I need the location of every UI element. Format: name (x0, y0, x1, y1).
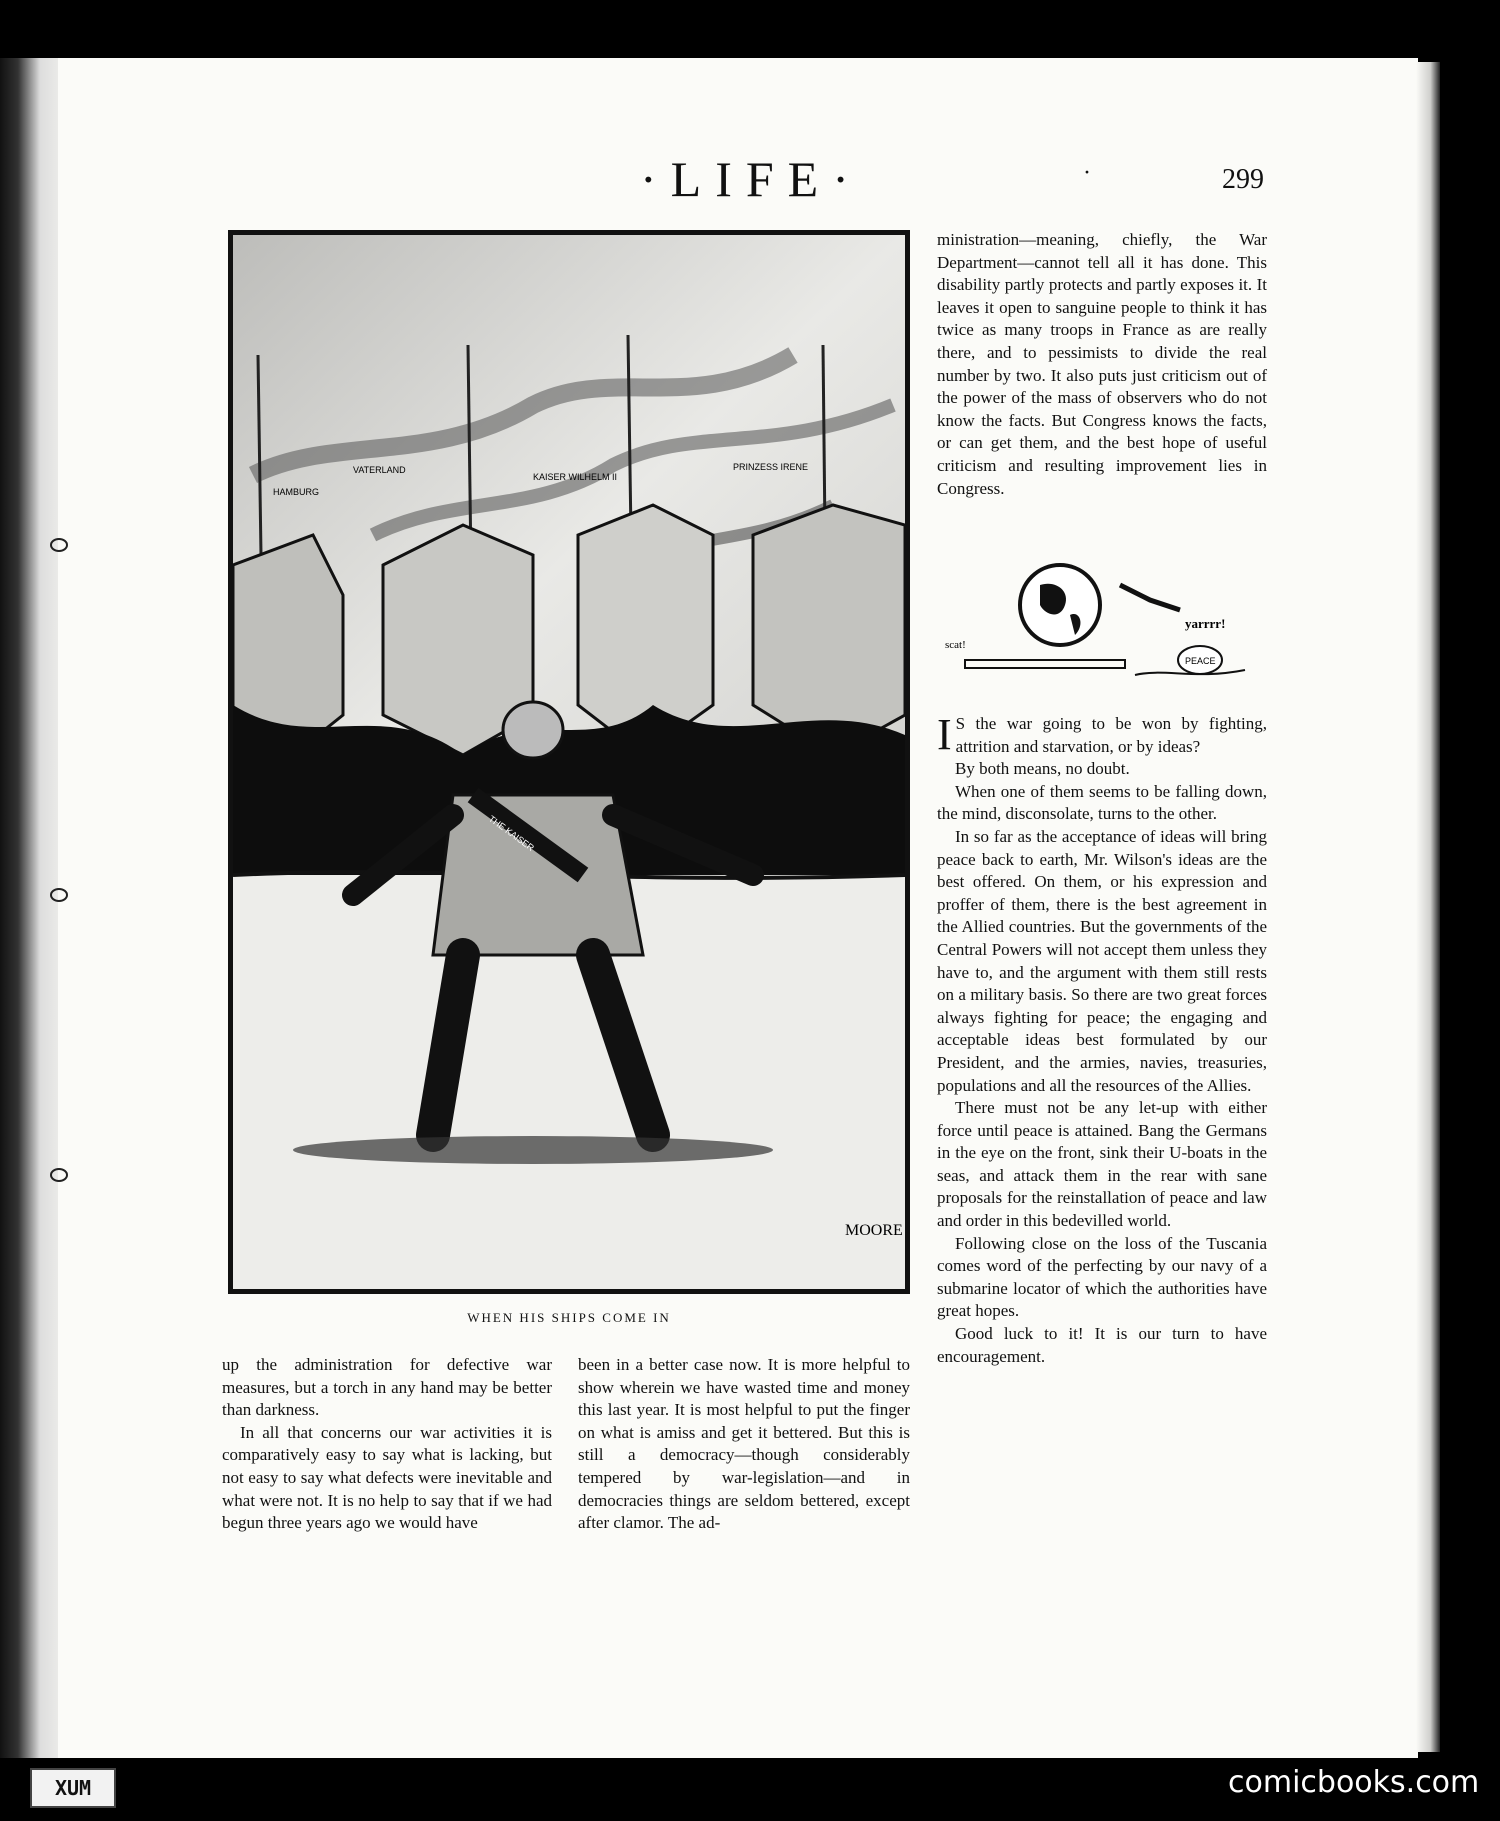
binding-stitch (50, 1168, 68, 1182)
binding-stitch (50, 538, 68, 552)
scan-label: XUM (30, 1768, 116, 1808)
paragraph: Good luck to it! It is our turn to have encouragement. (937, 1324, 1267, 1366)
ship-label-1: HAMBURG (273, 487, 320, 497)
cartoon-drawing (233, 235, 905, 1289)
decorative-vignette (945, 560, 1265, 690)
page-number: 299 (1222, 164, 1264, 195)
watermark: comicbooks.com (1228, 1765, 1480, 1800)
vignette-peace: PEACE (1185, 656, 1216, 666)
vignette-yarrr: yarrrr! (1185, 616, 1226, 631)
cartoon-caption: WHEN HIS SHIPS COME IN (467, 1310, 671, 1325)
paragraph: been in a better case now. It is more helpful to show wherein we have wasted time and money this last year. It is most helpful to put the finger on what is amiss and get it bettered. But this is still a democracy—though considerably tempered by war-legislation—and in democracies things are seldom bettered, except after clamor. The ad- (578, 1355, 910, 1533)
paragraph: In so far as the acceptance of ideas will bring peace back to earth, Mr. Wilson's ideas are the best offered. On them, or his expression and proffer of them, there is the best agreement in the Allied countries. But the governments of the Central Powers will not accept them unless they have to, and the argument with them still rests on a military basis. So there are two great forces always fighting for peace; the engaging and acceptable ideas best formulated by our President, and the armies, navies, treasuries, populations and all the resources of the Allies. (937, 826, 1267, 1095)
masthead: ·LIFE· (640, 151, 863, 207)
cat-icon (1120, 585, 1180, 610)
text-column-1 (222, 1354, 552, 1535)
globe-cat-drawing (945, 560, 1265, 690)
ship-label-4: PRINZESS IRENE (733, 462, 809, 472)
paragraph: When one of them seems to be falling down, the mind, disconsolate, turns to the other. (937, 781, 1267, 824)
vignette-scat: scat! (945, 639, 966, 651)
binding-stitch (50, 888, 68, 902)
paragraph: ministration—meaning, chiefly, the War Department—cannot tell all it has done. This disability partly protects and partly exposes it. It leaves it open to sanguine people to think it has twice as many troops in France as are really there, and to pessimists to divide the real number by two. It also puts just criticism out of the power of the mass of observers who do not know the facts. But Congress knows the facts, or can get them, and the best hope of useful criticism and resulting improvement lies in Congress. (937, 230, 1267, 498)
sash-label: THE KAISER (486, 813, 536, 854)
cartoon-illustration (228, 230, 910, 1294)
artist-signature: MOORE (845, 1222, 903, 1239)
paragraph: up the administration for defective war measures, but a torch in any hand may be better than darkness. (222, 1355, 552, 1420)
paragraph: In all that concerns our war activities it is comparatively easy to say what is lacking, but not easy to say what defects were inevitable and what were not. It is no help to say that if we had begun three years ago we would have (222, 1422, 552, 1533)
paragraph: By both means, no doubt. (955, 759, 1130, 779)
text-column-3-bottom (937, 710, 1267, 1368)
ship-label-2: VATERLAND (353, 465, 406, 475)
paragraph: Following close on the loss of the Tuscania comes word of the perfecting by our navy of a submarine locator of which the authorities have great hopes. (937, 1233, 1267, 1321)
text-column-3-top (937, 229, 1267, 500)
page-edge (1416, 62, 1440, 1752)
paragraph: There must not be any let-up with either force until peace is attained. Bang the Germans in the eye on the front, sink their U-boats in the seas, and attack them in the rear with sane proposals for the reinstallation of peace and law and order in this bedevilled world. (937, 1098, 1267, 1231)
drop-cap: I (937, 710, 952, 759)
ship-label-3: KAISER WILHELM II (533, 472, 618, 482)
lead-paragraph: I S the war going to be won by fighting, attrition and starvation, or by ideas? (937, 710, 1267, 759)
text-column-2 (578, 1354, 910, 1535)
header-dot: · (1083, 160, 1091, 186)
